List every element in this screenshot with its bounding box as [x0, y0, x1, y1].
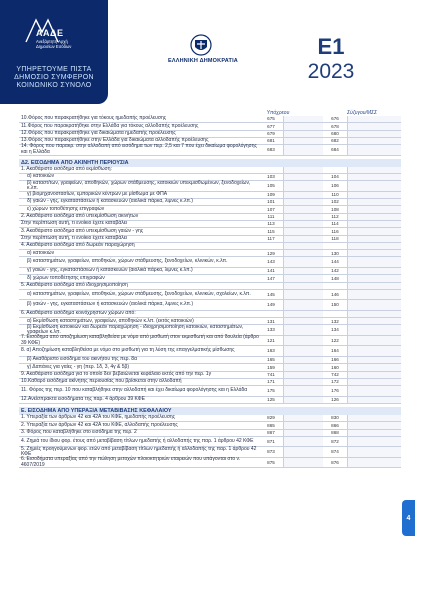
column-header-spouse: Σύζυγου/ΜΣΣ	[346, 110, 378, 116]
value-field-taxpayer[interactable]	[283, 236, 323, 242]
field-code-taxpayer: 115	[267, 228, 275, 234]
row-label: 10.Καθαρό εισόδημα ακίνητης περιουσίας που βρίσκεται στην αλλοδαπή	[21, 378, 182, 385]
value-field-taxpayer[interactable]	[283, 397, 323, 403]
row-label: 8. α) Αποζημίωση καταβληθείσα με νόμο στο μισθωτή για τη λύση της επαγγελματικής μίσθωσης	[21, 347, 235, 354]
form-row	[19, 458, 401, 469]
field-code-taxpayer: 677	[267, 123, 275, 129]
value-field-taxpayer[interactable]	[283, 372, 323, 378]
row-label: 12.Ανείσπρακτα εισοδήματα της παρ. 4 άρθρου 39 ΚΦΕ	[21, 396, 145, 403]
field-code-spouse: 132	[331, 318, 339, 324]
field-code-taxpayer: 165	[267, 357, 275, 363]
field-code-taxpayer: 105	[267, 183, 275, 189]
value-field-taxpayer[interactable]	[283, 167, 323, 173]
row-label: 12.Φόρος που παρακρατήθηκε για δικαιώματα ημεδαπής προέλευσης	[21, 129, 176, 136]
field-code-spouse: 142	[331, 268, 339, 274]
field-code-spouse: 126	[331, 397, 339, 403]
value-field-taxpayer[interactable]	[283, 145, 323, 155]
row-label: β) καταστημάτων, γραφείων, αποθηκών, χώρων στάθμευσης, ξενοδοχείων, κλινικών, κ.λπ.	[27, 258, 228, 265]
field-code-spouse: 172	[331, 379, 339, 385]
org-full-name: Ανεξάρτητη Αρχή Δημοσίων Εσόδων	[36, 39, 72, 49]
value-field-taxpayer[interactable]	[283, 311, 323, 317]
value-field-spouse[interactable]	[347, 214, 401, 220]
field-code-spouse: 682	[331, 138, 339, 144]
value-field-taxpayer[interactable]	[283, 458, 323, 468]
value-field-spouse[interactable]	[347, 346, 401, 356]
value-field-spouse[interactable]	[347, 275, 401, 281]
row-label: 9. Ακαθάριστο εισόδημα για το οποίο δεν βεβαιώνεται κεφάλαιο εκτός από την περ. 1γ	[21, 370, 212, 377]
field-code-spouse: 684	[331, 147, 339, 153]
form-row	[19, 167, 401, 174]
value-field-spouse[interactable]	[347, 243, 401, 249]
row-label: β) καταστ/των, γραφείων, αποθηκών, χώρων στάθμευσης, κατοικιών υπεκμισθωμένων, ξενοδοχείων, κ.λπ.	[27, 179, 251, 192]
field-code-spouse: 160	[331, 364, 339, 370]
row-label: 5. Ακαθάριστο εισόδημα από ιδιοχρησιμοποίηση	[21, 281, 128, 288]
value-field-taxpayer[interactable]	[283, 268, 323, 274]
row-label: β) Ακαθάριστο εισόδημα του ακινήτου της περ. 8α	[27, 356, 137, 363]
field-code-taxpayer: 163	[267, 348, 275, 354]
field-code-spouse: 148	[331, 275, 339, 281]
value-field-spouse[interactable]	[347, 192, 401, 198]
value-field-spouse[interactable]	[347, 336, 401, 346]
org-short-name: ΑΑΔΕ	[36, 28, 64, 38]
field-code-spouse: 118	[331, 235, 339, 241]
field-code-taxpayer: 149	[267, 302, 275, 308]
value-field-spouse[interactable]	[347, 181, 401, 191]
row-label: Στην περίπτωση αυτή, τι ενοίκιο έχετε καταβάλει	[21, 234, 128, 241]
field-code-taxpayer: 107	[267, 206, 275, 212]
value-field-spouse[interactable]	[347, 372, 401, 378]
field-code-spouse: 176	[331, 388, 339, 394]
field-code-spouse: 680	[331, 130, 339, 136]
row-label: 7. Εισόδημα από αποζημίωση καταβληθείσα με νόμο από μισθωτή στον εκμισθωτή και από δουλεία (άρθρο 39 ΚΦΕ)	[21, 334, 259, 346]
value-field-spouse[interactable]	[347, 458, 401, 468]
value-field-spouse[interactable]	[347, 221, 401, 227]
value-field-taxpayer[interactable]	[283, 228, 323, 234]
value-field-taxpayer[interactable]	[283, 300, 323, 310]
field-code-spouse: 130	[331, 250, 339, 256]
value-field-spouse[interactable]	[347, 386, 401, 396]
row-label: 3. Φόρος που καταβλήθηκε στο εισόδημα της περ. 2	[21, 428, 137, 435]
value-field-taxpayer[interactable]	[283, 206, 323, 212]
field-code-taxpayer: 147	[267, 275, 275, 281]
field-code-taxpayer: 675	[267, 116, 275, 122]
form-code: Ε1	[317, 34, 345, 59]
row-label: α) Εκμίσθωση καταστημάτων, γραφείων, αποθηκών κ.λπ. (εκτός κατοικιών)	[27, 317, 194, 324]
field-code-taxpayer: 871	[267, 438, 275, 444]
value-field-taxpayer[interactable]	[283, 257, 323, 267]
value-field-spouse[interactable]	[347, 311, 401, 317]
value-field-spouse[interactable]	[347, 437, 401, 447]
row-label: 1. Ακαθάριστο εισόδημα από εκμίσθωση:	[21, 166, 112, 173]
form-row	[19, 430, 401, 437]
section-title: Ε. ΕΙΣΟΔΗΜΑ ΑΠΟ ΥΠΕΡΑΞΙΑ ΜΕΤΑΒΙΒΑΣΗΣ ΚΕΦΑΛΑΙΟΥ	[19, 407, 401, 415]
row-label: 4. Ζημιά του ίδιου φορ. έτους από μεταβίβαση τίτλων ημεδαπής ή αλλοδαπής της παρ. 1 άρθρου 42 ΚΦΕ	[21, 437, 254, 444]
value-field-taxpayer[interactable]	[283, 214, 323, 220]
field-code-taxpayer: 175	[267, 388, 275, 394]
field-code-taxpayer: 125	[267, 397, 275, 403]
value-field-taxpayer[interactable]	[283, 336, 323, 346]
field-code-taxpayer: 113	[267, 221, 275, 227]
value-field-taxpayer[interactable]	[283, 131, 323, 137]
row-label: 13.Φόρος που παρακρατήθηκε στην Ελλάδα για δικαιώματα αλλοδαπής προέλευσης	[21, 137, 209, 144]
value-field-spouse[interactable]	[347, 167, 401, 173]
field-code-taxpayer: 141	[267, 268, 275, 274]
row-label: β) γαιών - γης, εγκαταστάσεων ή κατασκευών (αιολικά πάρκα, λιμνες κ.λπ.)	[27, 301, 194, 308]
value-field-spouse[interactable]	[347, 415, 401, 421]
value-field-spouse[interactable]	[347, 116, 401, 122]
value-field-taxpayer[interactable]	[283, 415, 323, 421]
value-field-taxpayer[interactable]	[283, 379, 323, 385]
form-table	[19, 116, 401, 468]
field-code-taxpayer: 103	[267, 174, 275, 180]
row-label: α) κατοικιών	[27, 173, 55, 180]
value-field-spouse[interactable]	[347, 250, 401, 256]
field-code-taxpayer: 109	[267, 192, 275, 198]
row-label: 2. Υπεραξία των άρθρων 42 και 42Α του ΚΦΕ, αλλοδαπής προέλευσης	[21, 421, 178, 428]
field-code-taxpayer: 131	[267, 318, 275, 324]
field-code-spouse: 116	[331, 228, 339, 234]
field-code-spouse: 868	[331, 429, 339, 435]
field-code-taxpayer: 129	[267, 250, 275, 256]
field-code-spouse: 876	[331, 459, 339, 465]
row-label: 2. Ακαθάριστο εισόδημα από υπεκμίσθωση ακινήτων	[21, 213, 139, 220]
value-field-taxpayer[interactable]	[283, 437, 323, 447]
field-code-spouse: 104	[331, 174, 339, 180]
value-field-spouse[interactable]	[347, 199, 401, 205]
value-field-spouse[interactable]	[347, 325, 401, 335]
republic-label: ΕΛΛΗΝΙΚΗ ΔΗΜΟΚΡΑΤΙΑ	[168, 58, 238, 64]
row-label: 11.Φόρος που παρακρατήθηκε στην Ελλάδα για τόκους αλλοδαπής προέλευσης	[21, 122, 199, 129]
field-code-spouse: 110	[331, 192, 339, 198]
value-field-taxpayer[interactable]	[283, 116, 323, 122]
value-field-spouse[interactable]	[347, 257, 401, 267]
field-code-spouse: 830	[331, 415, 339, 421]
row-label: α) καταστημάτων, γραφείων, αποθηκών, χώρων στάθμευσης, ξενοδοχείων, κλινικών, σχολείων, κ.λπ.	[27, 290, 251, 297]
form-row	[19, 336, 401, 347]
form-row	[19, 283, 401, 290]
row-label: γ) γαιών - γης, εγκαταστάσεων ή κατασκευών (αιολικά πάρκα, λιμνες κ.λπ.)	[27, 267, 193, 274]
field-code-spouse: 872	[331, 438, 339, 444]
value-field-spouse[interactable]	[347, 236, 401, 242]
value-field-spouse[interactable]	[347, 300, 401, 310]
field-code-taxpayer: 117	[267, 235, 275, 241]
value-field-spouse[interactable]	[347, 397, 401, 403]
value-field-spouse[interactable]	[347, 364, 401, 370]
value-field-taxpayer[interactable]	[283, 364, 323, 370]
value-field-spouse[interactable]	[347, 174, 401, 180]
form-year: 2023	[307, 60, 355, 83]
value-field-taxpayer[interactable]	[283, 192, 323, 198]
field-code-taxpayer: 159	[267, 364, 275, 370]
field-code-taxpayer: 101	[267, 199, 275, 205]
value-field-spouse[interactable]	[347, 138, 401, 144]
section-title: Δ2. ΕΙΣΟΔΗΜΑ ΑΠΟ ΑΚΙΝΗΤΗ ΠΕΡΙΟΥΣΙΑ	[19, 159, 401, 167]
field-code-taxpayer: 121	[267, 337, 275, 343]
row-label: β) Εκμίσθωση κατοικιών και δωρεάν παραχώρηση - ιδιοχρησιμοποίηση κατοικιών, καταστημάτων, γραφείων κ.λπ.	[27, 323, 244, 336]
field-code-taxpayer: 111	[267, 214, 275, 220]
row-label: 14. Φόρος που παρακρ. στην αλλοδαπή από εισόδημα των περ. 2,5 και 7 που έχει δικαίωμα φορολόγησης και η Ελλάδα	[21, 143, 257, 155]
value-field-spouse[interactable]	[347, 357, 401, 363]
value-field-spouse[interactable]	[347, 206, 401, 212]
form-row	[19, 243, 401, 250]
field-code-spouse: 108	[331, 206, 339, 212]
field-code-taxpayer: 145	[267, 291, 275, 297]
value-field-taxpayer[interactable]	[283, 318, 323, 324]
row-label: δ) χώρων τοποθέτησης επιγραφών	[27, 274, 105, 281]
field-code-spouse: 874	[331, 449, 339, 455]
field-code-taxpayer: 865	[267, 422, 275, 428]
row-label: δ) γαιών - γης, εγκαταστάσεων ή κατασκευών (αιολικά πάρκα, λιμνες κ.λπ.)	[27, 198, 193, 205]
value-field-taxpayer[interactable]	[283, 275, 323, 281]
value-field-taxpayer[interactable]	[283, 123, 323, 129]
field-code-taxpayer: 873	[267, 449, 275, 455]
row-label: 6. Ακαθάριστο εισόδημα κοινόχρηστων χώρων από:	[21, 310, 136, 317]
row-label: 1. Υπεραξία των άρθρων 42 και 42Α του ΚΦΕ, ημεδαπής προέλευσης	[21, 414, 176, 421]
value-field-spouse[interactable]	[347, 447, 401, 457]
greek-emblem-icon	[190, 34, 212, 56]
value-field-taxpayer[interactable]	[283, 181, 323, 191]
value-field-taxpayer[interactable]	[283, 422, 323, 428]
value-field-spouse[interactable]	[347, 145, 401, 155]
field-code-spouse: 134	[331, 327, 339, 333]
value-field-spouse[interactable]	[347, 228, 401, 234]
field-code-taxpayer: 679	[267, 130, 275, 136]
field-code-spouse: 146	[331, 291, 339, 297]
field-code-spouse: 164	[331, 348, 339, 354]
field-code-spouse: 866	[331, 422, 339, 428]
value-field-taxpayer[interactable]	[283, 325, 323, 335]
value-field-spouse[interactable]	[347, 318, 401, 324]
row-label: ε) χώρων τοποθέτησης επιγραφών	[27, 205, 105, 212]
field-code-spouse: 112	[331, 214, 339, 220]
field-code-taxpayer: 875	[267, 459, 275, 465]
row-label: 4. Ακαθάριστο εισόδημα από δωρεάν παραχώρηση	[21, 242, 135, 249]
value-field-taxpayer[interactable]	[283, 138, 323, 144]
field-code-spouse: 122	[331, 337, 339, 343]
field-code-spouse: 144	[331, 259, 339, 265]
row-label: 6. Εισοδήματα υπεραξίας από την πώληση μετοχών πλοιοκτητριών εταιρειών που υπάγονται στο ν. 4607/2019	[21, 456, 241, 468]
row-label: α) κατοικιών	[27, 249, 55, 256]
field-code-taxpayer: 143	[267, 259, 275, 265]
value-field-spouse[interactable]	[347, 422, 401, 428]
value-field-taxpayer[interactable]	[283, 243, 323, 249]
value-field-taxpayer[interactable]	[283, 283, 323, 289]
form-row	[19, 379, 401, 386]
value-field-taxpayer[interactable]	[283, 174, 323, 180]
field-code-spouse: 114	[331, 221, 339, 227]
aade-banner	[0, 0, 108, 104]
row-label: Στην περίπτωση αυτή, τι ενοίκιο έχετε καταβάλει	[21, 220, 128, 227]
field-code-taxpayer: 171	[267, 379, 275, 385]
field-code-taxpayer: 683	[267, 147, 275, 153]
value-field-spouse[interactable]	[347, 131, 401, 137]
value-field-spouse[interactable]	[347, 379, 401, 385]
value-field-taxpayer[interactable]	[283, 250, 323, 256]
value-field-taxpayer[interactable]	[283, 221, 323, 227]
value-field-taxpayer[interactable]	[283, 447, 323, 457]
value-field-spouse[interactable]	[347, 283, 401, 289]
column-header-taxpayer: Υπόχρεου	[266, 110, 290, 116]
value-field-taxpayer[interactable]	[283, 386, 323, 396]
value-field-spouse[interactable]	[347, 123, 401, 129]
field-code-spouse: 678	[331, 123, 339, 129]
field-code-spouse: 166	[331, 357, 339, 363]
value-field-spouse[interactable]	[347, 430, 401, 436]
value-field-spouse[interactable]	[347, 268, 401, 274]
page-header	[0, 0, 432, 110]
form-row	[19, 145, 401, 156]
row-label: γ) Δαπάνες για γαίες - γη (περ. 1δ, 3, 4γ & 5β)	[27, 363, 130, 370]
field-code-taxpayer: 133	[267, 327, 275, 333]
field-code-taxpayer: 681	[267, 138, 275, 144]
row-label: γ) βιομηχανοστασίων, εμπορικών κέντρων με μίσθωμα με ΦΠΑ	[27, 191, 168, 198]
field-code-spouse: 742	[331, 371, 339, 377]
row-label: 3. Ακαθάριστο εισόδημα από υπεκμίσθωση γαιών - γης	[21, 227, 144, 234]
value-field-taxpayer[interactable]	[283, 199, 323, 205]
row-label: 11. Φόρος της περ. 10 που καταβλήθηκε στην αλλοδαπή και έχει δικαίωμα φορολόγησης και η Ελλάδα	[21, 387, 248, 394]
field-code-spouse: 676	[331, 116, 339, 122]
value-field-taxpayer[interactable]	[283, 346, 323, 356]
value-field-spouse[interactable]	[347, 290, 401, 300]
form-row	[19, 290, 401, 301]
form-row	[19, 250, 401, 257]
field-code-taxpayer: 867	[267, 429, 275, 435]
value-field-taxpayer[interactable]	[283, 357, 323, 363]
field-code-spouse: 150	[331, 302, 339, 308]
value-field-taxpayer[interactable]	[283, 290, 323, 300]
org-slogan: ΥΠΗΡΕΤΟΥΜΕ ΠΙΣΤΑ ΔΗΜΟΣΙΟ ΣΥΜΦΕΡΟΝ ΚΟΙΝΩΝΙΚΟ ΣΥΝΟΛΟ	[14, 66, 94, 89]
field-code-taxpayer: 741	[267, 371, 275, 377]
form-row	[19, 397, 401, 404]
page-number: 4	[402, 500, 415, 536]
field-code-spouse: 106	[331, 183, 339, 189]
row-label: 10.Φόρος που παρακρατήθηκε για τόκους ημεδαπής προέλευσης	[21, 115, 167, 122]
value-field-taxpayer[interactable]	[283, 430, 323, 436]
field-code-taxpayer: 829	[267, 415, 275, 421]
field-code-spouse: 102	[331, 199, 339, 205]
row-label: 5. Ζημιές προηγούμενων φορ. ετών από μεταβίβαση τίτλων ημεδαπής ή αλλοδαπής της παρ. 1 άρθρου 42 ΚΦΕ	[21, 445, 257, 458]
